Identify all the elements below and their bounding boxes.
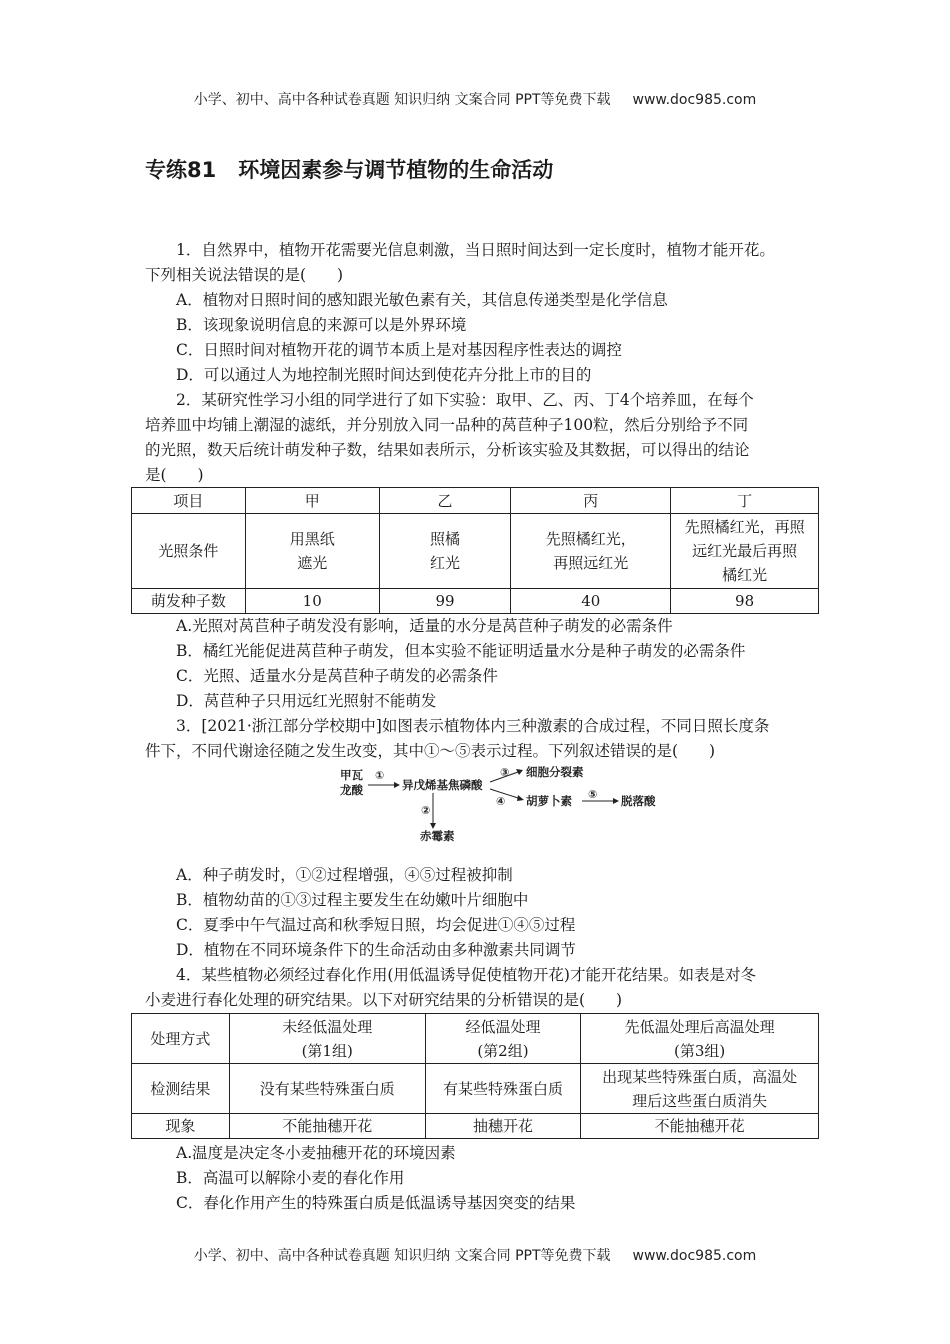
q4-stem-line2: 小麦进行春化处理的研究结果。以下对研究结果的分析错误的是( )	[145, 991, 623, 1009]
q4-option-c: C．春化作用产生的特殊蛋白质是低温诱导基因突变的结果	[176, 1194, 576, 1212]
diagram-step-3: ③	[500, 766, 510, 779]
q4-table	[131, 1013, 819, 1139]
q4-row-label: 检测结果	[132, 1064, 230, 1114]
q2-option-a: A.光照对莴苣种子萌发没有影响，适量的水分是莴苣种子萌发的必需条件	[176, 617, 673, 635]
cell-line: 经低温处理	[465, 1017, 541, 1036]
q2-cell: 99	[379, 589, 511, 614]
diagram-label-mevalonic-2: 龙酸	[340, 783, 363, 797]
q2-cell: 98	[671, 589, 819, 614]
cell-line: 红光	[430, 554, 461, 572]
cell-line: 橘红光	[722, 566, 768, 584]
q4-cell: 抽穗开花	[425, 1114, 581, 1139]
arrow-4-head	[517, 795, 524, 801]
footer-text: 小学、初中、高中各种试卷真题 知识归纳 文案合同 PPT等免费下载	[193, 1248, 611, 1264]
cell-line: (第2组)	[477, 1041, 529, 1060]
footer-link[interactable]: www.doc985.com	[632, 1248, 757, 1264]
q2-cell	[245, 514, 379, 589]
diagram-label-gibberellin: 赤霉素	[420, 829, 455, 843]
q2-cell	[511, 514, 671, 589]
header-text: 小学、初中、高中各种试卷真题 知识归纳 文案合同 PPT等免费下载	[193, 92, 611, 108]
q2-header-cell: 乙	[379, 488, 511, 514]
q2-row-label: 光照条件	[132, 514, 246, 589]
q2-row-label: 萌发种子数	[132, 589, 246, 614]
page-footer	[0, 1245, 950, 1265]
q2-stem-line1: 2．某研究性学习小组的同学进行了如下实验：取甲、乙、丙、丁4个培养皿，在每个	[176, 391, 754, 409]
q3-option-b: B．植物幼苗的①③过程主要发生在幼嫩叶片细胞中	[176, 891, 529, 909]
q4-header-cell	[229, 1014, 425, 1064]
cell-line: 出现某些特殊蛋白质，高温处	[602, 1067, 798, 1086]
page-header	[0, 89, 950, 109]
q2-table-row	[132, 514, 819, 589]
title-number: 专练81	[145, 158, 217, 182]
cell-line: 用黑纸	[289, 530, 335, 548]
q2-cell	[671, 514, 819, 589]
diagram-step-1: ①	[375, 769, 385, 782]
q3-stem-line2: 件下，不同代谢途径随之发生改变，其中①～⑤表示过程。下列叙述错误的是( )	[145, 742, 716, 760]
cell-line: (第3组)	[674, 1041, 726, 1060]
q2-table-row	[132, 589, 819, 614]
diagram-label-ipp: 异戊烯基焦磷酸	[402, 778, 483, 792]
q4-cell: 不能抽穗开花	[581, 1114, 819, 1139]
diagram-step-4: ④	[496, 795, 506, 808]
cell-line: 先照橘红光，再照	[684, 518, 805, 536]
page-title	[145, 154, 553, 184]
header-link[interactable]: www.doc985.com	[632, 92, 757, 108]
q1-option-c: C．日照时间对植物开花的调节本质上是对基因程序性表达的调控	[176, 341, 622, 359]
q1-stem-line1: 1．自然界中，植物开花需要光信息刺激，当日照时间达到一定长度时，植物才能开花。	[176, 241, 775, 259]
cell-line: 遮光	[297, 554, 328, 572]
q4-table-row	[132, 1064, 819, 1114]
q2-option-c: C．光照、适量水分是莴苣种子萌发的必需条件	[176, 667, 498, 685]
q4-cell: 有某些特殊蛋白质	[425, 1064, 581, 1114]
q3-option-a: A．种子萌发时，①②过程增强，④⑤过程被抑制	[176, 866, 513, 884]
cell-line: 先低温处理后高温处理	[624, 1017, 775, 1036]
diagram-label-mevalonic-1: 甲瓦	[340, 768, 363, 782]
title-text: 环境因素参与调节植物的生命活动	[238, 158, 554, 182]
q2-stem-line2: 培养皿中均铺上潮湿的滤纸，并分别放入同一品种的莴苣种子100粒，然后分别给予不同	[145, 416, 749, 434]
q3-option-c: C．夏季中午气温过高和秋季短日照，均会促进①④⑤过程	[176, 916, 576, 934]
q2-option-b: B．橘红光能促进莴苣种子萌发，但本实验不能证明适量水分是种子萌发的必需条件	[176, 642, 746, 660]
q4-stem-line1: 4．某些植物必须经过春化作用(用低温诱导促使植物开花)才能开花结果。如表是对冬	[176, 966, 756, 984]
arrow-1-head	[394, 782, 400, 788]
q2-cell: 10	[245, 589, 379, 614]
q4-header-cell	[581, 1014, 819, 1064]
q4-option-a: A.温度是决定冬小麦抽穗开花的环境因素	[176, 1144, 456, 1162]
q2-stem-line4: 是( )	[145, 466, 204, 484]
q2-header-cell: 项目	[132, 488, 246, 514]
q2-option-d: D．莴苣种子只用远红光照射不能萌发	[176, 692, 437, 710]
q4-option-b: B．高温可以解除小麦的春化作用	[176, 1169, 405, 1187]
q2-stem-line3: 的光照，数天后统计萌发种子数，结果如表所示，分析该实验及其数据，可以得出的结论	[145, 441, 750, 459]
q3-option-d: D．植物在不同环境条件下的生命活动由多种激素共同调节	[176, 941, 576, 959]
q1-option-d: D．可以通过人为地控制光照时间达到使花卉分批上市的目的	[176, 366, 592, 384]
q4-row-label: 现象	[132, 1114, 230, 1139]
q1-stem-line2: 下列相关说法错误的是( )	[145, 266, 344, 284]
q4-cell: 没有某些特殊蛋白质	[229, 1064, 425, 1114]
q4-table-header-row	[132, 1014, 819, 1064]
q4-cell	[581, 1064, 819, 1114]
cell-line: 未经低温处理	[282, 1017, 373, 1036]
q2-header-cell: 丁	[671, 488, 819, 514]
hormone-pathway-diagram	[330, 765, 660, 843]
diagram-step-2: ②	[421, 804, 431, 817]
q2-header-cell: 丙	[511, 488, 671, 514]
cell-line: 远红光最后再照	[692, 542, 798, 560]
q2-table	[131, 487, 819, 614]
cell-line: (第1组)	[301, 1041, 353, 1060]
q1-option-b: B．该现象说明信息的来源可以是外界环境	[176, 316, 467, 334]
q4-header-cell: 处理方式	[132, 1014, 230, 1064]
q3-stem-line1: 3．[2021·浙江部分学校期中]如图表示植物体内三种激素的合成过程，不同日照长度条	[176, 717, 770, 735]
cell-line: 再照远红光	[553, 554, 629, 572]
q4-table-row	[132, 1114, 819, 1139]
q2-cell: 40	[511, 589, 671, 614]
diagram-step-5: ⑤	[588, 788, 598, 801]
diagram-label-carotene: 胡萝卜素	[526, 794, 572, 808]
q4-cell: 不能抽穗开花	[229, 1114, 425, 1139]
q2-cell	[379, 514, 511, 589]
diagram-label-cytokinin: 细胞分裂素	[526, 765, 584, 779]
q2-table-header-row	[132, 488, 819, 514]
diagram-label-aba: 脱落酸	[621, 794, 656, 808]
arrow-5-head	[613, 798, 619, 804]
q4-header-cell	[425, 1014, 581, 1064]
q1-option-a: A．植物对日照时间的感知跟光敏色素有关，其信息传递类型是化学信息	[176, 291, 668, 309]
q2-header-cell: 甲	[245, 488, 379, 514]
cell-line: 理后这些蛋白质消失	[632, 1091, 768, 1110]
cell-line: 照橘	[430, 530, 461, 548]
cell-line: 先照橘红光，	[545, 530, 636, 548]
